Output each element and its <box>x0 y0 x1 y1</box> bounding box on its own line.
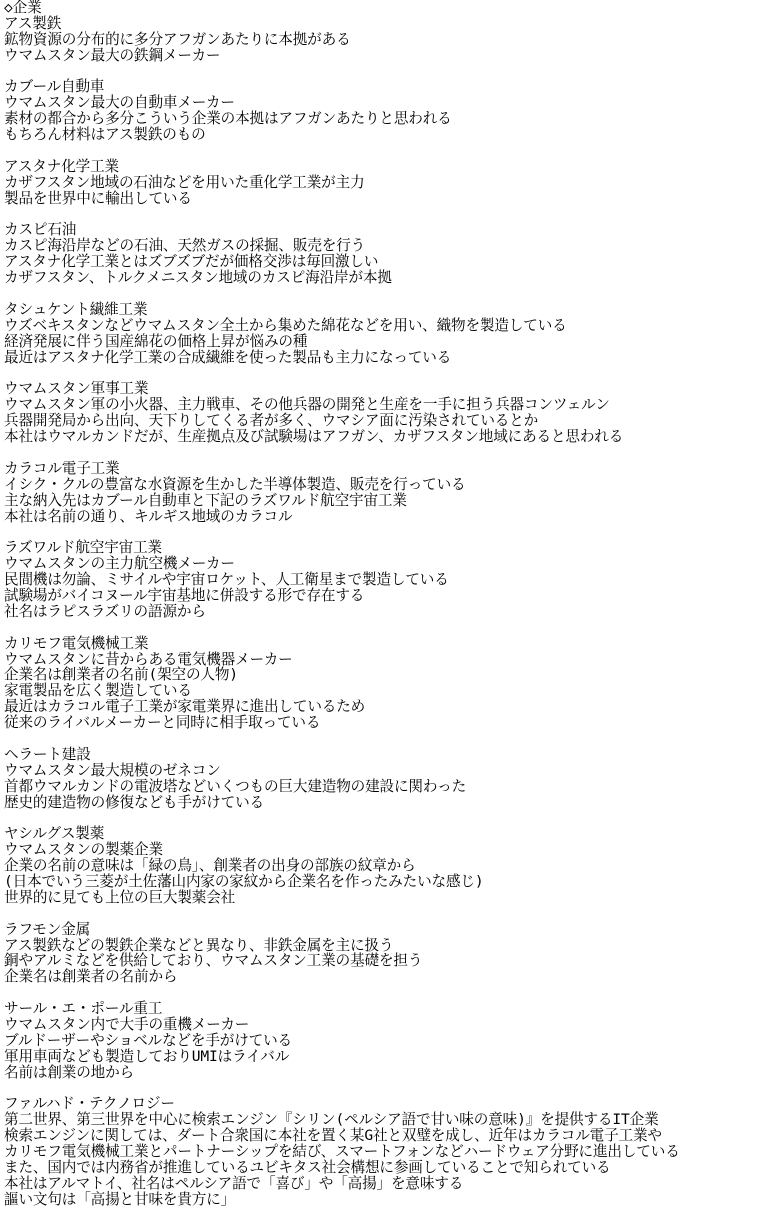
text-line: 最近はカラコル電子工業が家電業界に進出しているため <box>4 698 366 716</box>
text-line: アス製鉄 <box>4 14 62 32</box>
text-line: ウマムスタン軍の小火器、主力戦車、その他兵器の開発と生産を一手に担う兵器コンツェルン <box>4 396 610 414</box>
text-line: カスピ海沿岸などの石油、天然ガスの採掘、販売を行う <box>4 237 366 255</box>
text-line: (日本でいう三菱が土佐藩山内家の家紋から企業名を作ったみたいな感じ) <box>4 872 484 890</box>
blank-line <box>4 985 765 1001</box>
text-line: 素材の都合から多分こういう企業の本拠はアフガンあたりと思われる <box>4 110 452 128</box>
text-line: カリモフ電気機械工業とパートナーシップを結び、スマートフォンなどハードウェア分野に進出している <box>4 1143 680 1161</box>
text-line: イシク・クルの豊富な水資源を生かした半導体製造、販売を行っている <box>4 475 466 493</box>
text-line: ウマムスタンの主力航空機メーカー <box>4 555 235 573</box>
text-line: 本社はウマルカンドだが、生産拠点及び試験場はアフガン、カザフスタン地域にあると思われる <box>4 428 624 446</box>
text-line: 試験場がバイコヌール宇宙基地に併設する形で存在する <box>4 586 365 604</box>
text-line: 本社はアルマトイ、社名はペルシア語で「喜び」や「高揚」を意味する <box>4 1174 464 1192</box>
blank-line <box>4 64 765 80</box>
blank-line <box>4 731 765 747</box>
text-line: ウマムスタン内で大手の重機メーカー <box>4 1016 250 1033</box>
blank-line <box>4 524 765 540</box>
blank-line <box>4 365 765 381</box>
text-line: また、国内では内務省が推進しているユビキタス社会構想に参画していることで知られている <box>4 1159 611 1177</box>
text-line: ヤシルグス製薬 <box>4 825 105 843</box>
blank-line <box>4 1081 765 1097</box>
text-line: 企業名は創業者の名前から <box>4 968 178 986</box>
text-line: 名前は創業の地から <box>4 1063 134 1081</box>
text-line: ウマムスタン最大の鉄鋼メーカー <box>4 46 221 64</box>
text-line: 企業名は創業者の名前(架空の人物) <box>4 666 238 684</box>
text-line: ウマムスタンに昔からある電気機器メーカー <box>4 650 293 668</box>
text-line: ◇企業 <box>4 0 42 16</box>
text-line: 軍用車両なども製造しておりUMIはライバル <box>4 1047 290 1065</box>
blank-line <box>4 620 765 636</box>
text-line: カラコル電子工業 <box>4 459 120 477</box>
text-line: ファルハド・テクノロジー <box>4 1095 175 1113</box>
text-line: 検索エンジンに関しては、ダート合衆国に本社を置く某G社と双璧を成し、近年はカラコル電子工業や <box>4 1127 662 1145</box>
text-line: 銅やアルミなどを供給しており、ウマムスタン工業の基礎を担う <box>4 952 423 970</box>
text-line: 首都ウマルカンドの電波塔などいくつもの巨大建造物の建設に関わった <box>4 777 467 795</box>
text-line: サール・エ・ポール重工 <box>4 1000 163 1018</box>
blank-line <box>4 286 765 302</box>
blank-line <box>4 810 765 826</box>
text-line: カブール自動車 <box>4 78 105 96</box>
text-line: ウマムスタン最大規模のゼネコン <box>4 761 221 779</box>
text-line: 企業の名前の意味は「緑の鳥」、創業者の出身の部族の紋章から <box>4 857 416 875</box>
text-line: カリモフ電気機械工業 <box>4 634 149 652</box>
text-line: アスタナ化学工業とはズブズブだが価格交渉は毎回激しい <box>4 253 379 271</box>
text-line: ラフモン金属 <box>4 920 91 938</box>
text-line: 謳い文句は「高揚と甘味を貴方に」 <box>4 1190 236 1208</box>
text-line: ウマムスタンの製薬企業 <box>4 841 163 859</box>
blank-line <box>4 906 765 922</box>
text-line: 経済発展に伴う国産綿花の価格上昇が悩みの種 <box>4 332 308 350</box>
text-line: ブルドーザーやショベルなどを手がけている <box>4 1031 293 1049</box>
text-line: ラズワルド航空宇宙工業 <box>4 539 163 557</box>
text-line: カスピ石油 <box>4 221 77 239</box>
text-line: ウマムスタン軍事工業 <box>4 380 149 398</box>
text-line: 兵器開発局から出向、天下りしてくる者が多く、ウマシア面に汚染されているとか <box>4 412 539 430</box>
text-line: 家電製品を広く製造している <box>4 682 192 700</box>
text-line: 最近はアスタナ化学工業の合成繊維を使った製品も主力になっている <box>4 348 452 366</box>
text-line: 歴史的建造物の修復なども手がけている <box>4 793 264 811</box>
blank-line <box>4 207 765 223</box>
text-line: もちろん材料はアス製鉄のもの <box>4 126 206 144</box>
text-line: カザフスタン地域の石油などを用いた重化学工業が主力 <box>4 173 365 191</box>
text-line: カザフスタン、トルクメニスタン地域のカスピ海沿岸が本拠 <box>4 269 392 287</box>
text-line: 第二世界、第三世界を中心に検索エンジン『シリン(ペルシア語で甘い味の意味)』を提供するIT企業 <box>4 1111 659 1129</box>
text-line: ウズベキスタンなどウマムスタン全土から集めた綿花などを用い、織物を製造している <box>4 316 567 334</box>
text-line: 従来のライバルメーカーと同時に相手取っている <box>4 714 321 732</box>
blank-line <box>4 445 765 461</box>
text-line: 鉱物資源の分布的に多分アフガンあたりに本拠がある <box>4 30 351 48</box>
text-line: ウマムスタン最大の自動車メーカー <box>4 94 235 112</box>
blank-line <box>4 143 765 159</box>
text-line: アス製鉄などの製鉄企業などと異なり、非鉄金属を主に扱う <box>4 936 394 954</box>
text-line: 世界的に見ても上位の巨大製薬会社 <box>4 888 236 906</box>
text-line: 民間機は勿論、ミサイルや宇宙ロケット、人工衛星まで製造している <box>4 571 449 589</box>
text-line: 社名はラピスラズリの語源から <box>4 602 206 620</box>
text-line: 主な納入先はカブール自動車と下記のラズワルド航空宇宙工業 <box>4 491 407 509</box>
text-line: タシュケント繊維工業 <box>4 300 148 318</box>
text-line: ヘラート建設 <box>4 745 91 763</box>
text-line: 本社は名前の通り、キルギス地域のカラコル <box>4 507 293 525</box>
text-line: 製品を世界中に輸出している <box>4 189 192 207</box>
text-line: アスタナ化学工業 <box>4 157 119 175</box>
